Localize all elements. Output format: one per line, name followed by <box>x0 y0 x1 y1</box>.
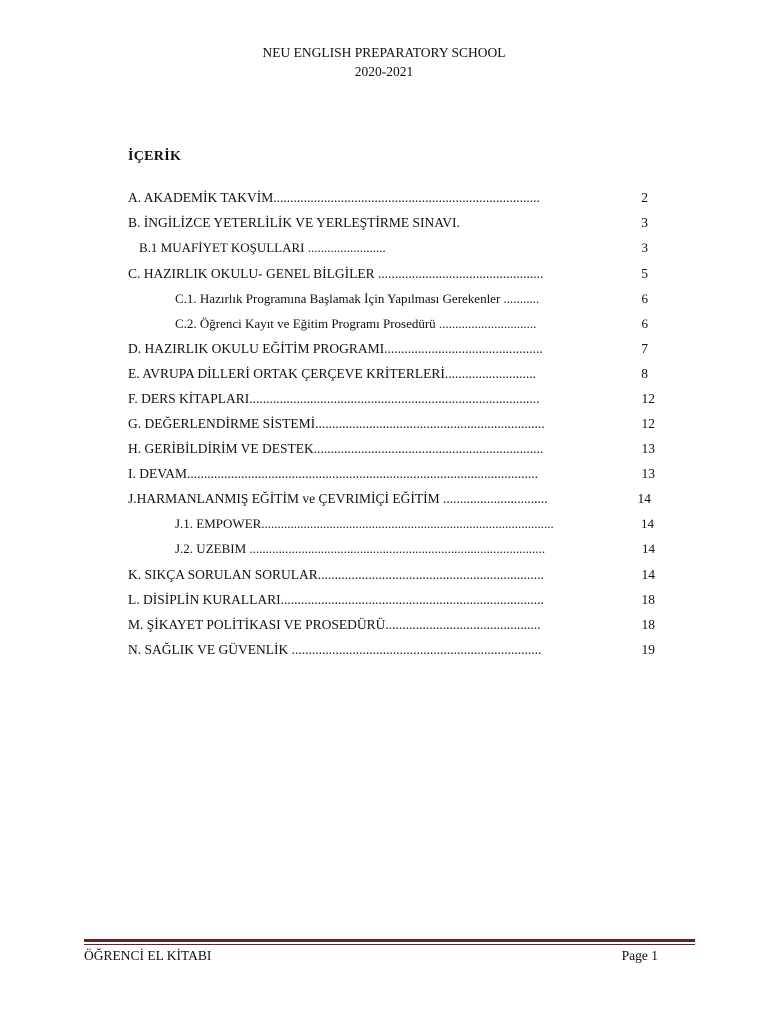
toc-entry-title: K. SIKÇA SORULAN SORULAR................................................................... <box>128 567 544 582</box>
toc-entry-title: A. AKADEMİK TAKVİM............................................................................... <box>128 190 540 205</box>
toc-entry-page: 13 <box>641 466 655 481</box>
toc-entry-page: 7 <box>641 341 648 356</box>
school-name: NEU ENGLISH PREPARATORY SCHOOL <box>262 45 506 60</box>
footer-divider-thin <box>84 944 695 945</box>
toc-entry-title: I. DEVAM........................................................................................................ <box>128 466 539 481</box>
toc-entry-title: F. DERS KİTAPLARI...................................................................................... <box>128 391 540 406</box>
toc-entry-title: E. AVRUPA DİLLERİ ORTAK ÇERÇEVE KRİTERLERİ........................... <box>128 366 536 381</box>
toc-entry-page: 13 <box>641 441 655 456</box>
footer-divider-thick <box>84 939 695 942</box>
toc-entry-title: L. DİSİPLİN KURALLARI.............................................................................. <box>128 592 544 607</box>
toc-entry-page: 18 <box>641 617 655 632</box>
toc-entry-page: 6 <box>641 291 648 306</box>
toc-entry-title: B.1 MUAFİYET KOŞULLARI ........................ <box>139 240 386 255</box>
toc-entry-title: J.2. UZEBIM ........................................................................................... <box>175 541 546 556</box>
toc-entry-title: M. ŞİKAYET POLİTİKASI VE PROSEDÜRÜ.............................................. <box>128 617 541 632</box>
academic-year: 2020-2021 <box>354 64 414 79</box>
page-number: Page 1 <box>621 948 658 963</box>
footer-title: ÖĞRENCİ EL KİTABI <box>84 948 212 963</box>
toc-entry-page: 12 <box>641 416 655 431</box>
toc-entry-title: B. İNGİLİZCE YETERLİLİK VE YERLEŞTİRME SINAVI. <box>128 215 460 230</box>
toc-entry-page: 2 <box>641 190 648 205</box>
toc-entry-page: 19 <box>641 642 655 657</box>
toc-entry-page: 3 <box>641 240 648 255</box>
toc-entry-page: 14 <box>642 541 655 556</box>
toc-entry-page: 18 <box>641 592 655 607</box>
toc-entry-page: 3 <box>641 215 648 230</box>
toc-entry-page: 14 <box>641 567 655 582</box>
toc-entry-title: J.1. EMPOWER.......................................................................................... <box>175 516 554 531</box>
toc-entry-page: 6 <box>641 316 648 331</box>
toc-entry-title: D. HAZIRLIK OKULU EĞİTİM PROGRAMI............................................... <box>128 341 543 356</box>
toc-entry-page: 12 <box>641 391 655 406</box>
toc-entry-page: 5 <box>641 266 648 281</box>
toc-heading: İÇERİK <box>128 149 182 164</box>
toc-entry-title: C. HAZIRLIK OKULU- GENEL BİLGİLER ................................................. <box>128 266 544 281</box>
toc-entry-page: 14 <box>637 491 651 506</box>
toc-entry-page: 14 <box>641 516 654 531</box>
toc-entry-title: C.2. Öğrenci Kayıt ve Eğitim Programı Prosedürü .............................. <box>175 316 537 331</box>
document-header <box>0 43 768 81</box>
toc-entry-title: H. GERİBİLDİRİM VE DESTEK.................................................................... <box>128 441 544 456</box>
toc-entry-title: G. DEĞERLENDİRME SİSTEMİ.................................................................... <box>128 416 545 431</box>
toc-entry-title: J.HARMANLANMIŞ EĞİTİM ve ÇEVRIMİÇİ EĞİTİM ............................... <box>128 491 548 506</box>
toc-entry-page: 8 <box>641 366 648 381</box>
toc-entry-title: C.1. Hazırlık Programına Başlamak İçin Yapılması Gerekenler ........... <box>175 291 540 306</box>
toc-entry-title: N. SAĞLIK VE GÜVENLİK .......................................................................... <box>128 642 542 657</box>
